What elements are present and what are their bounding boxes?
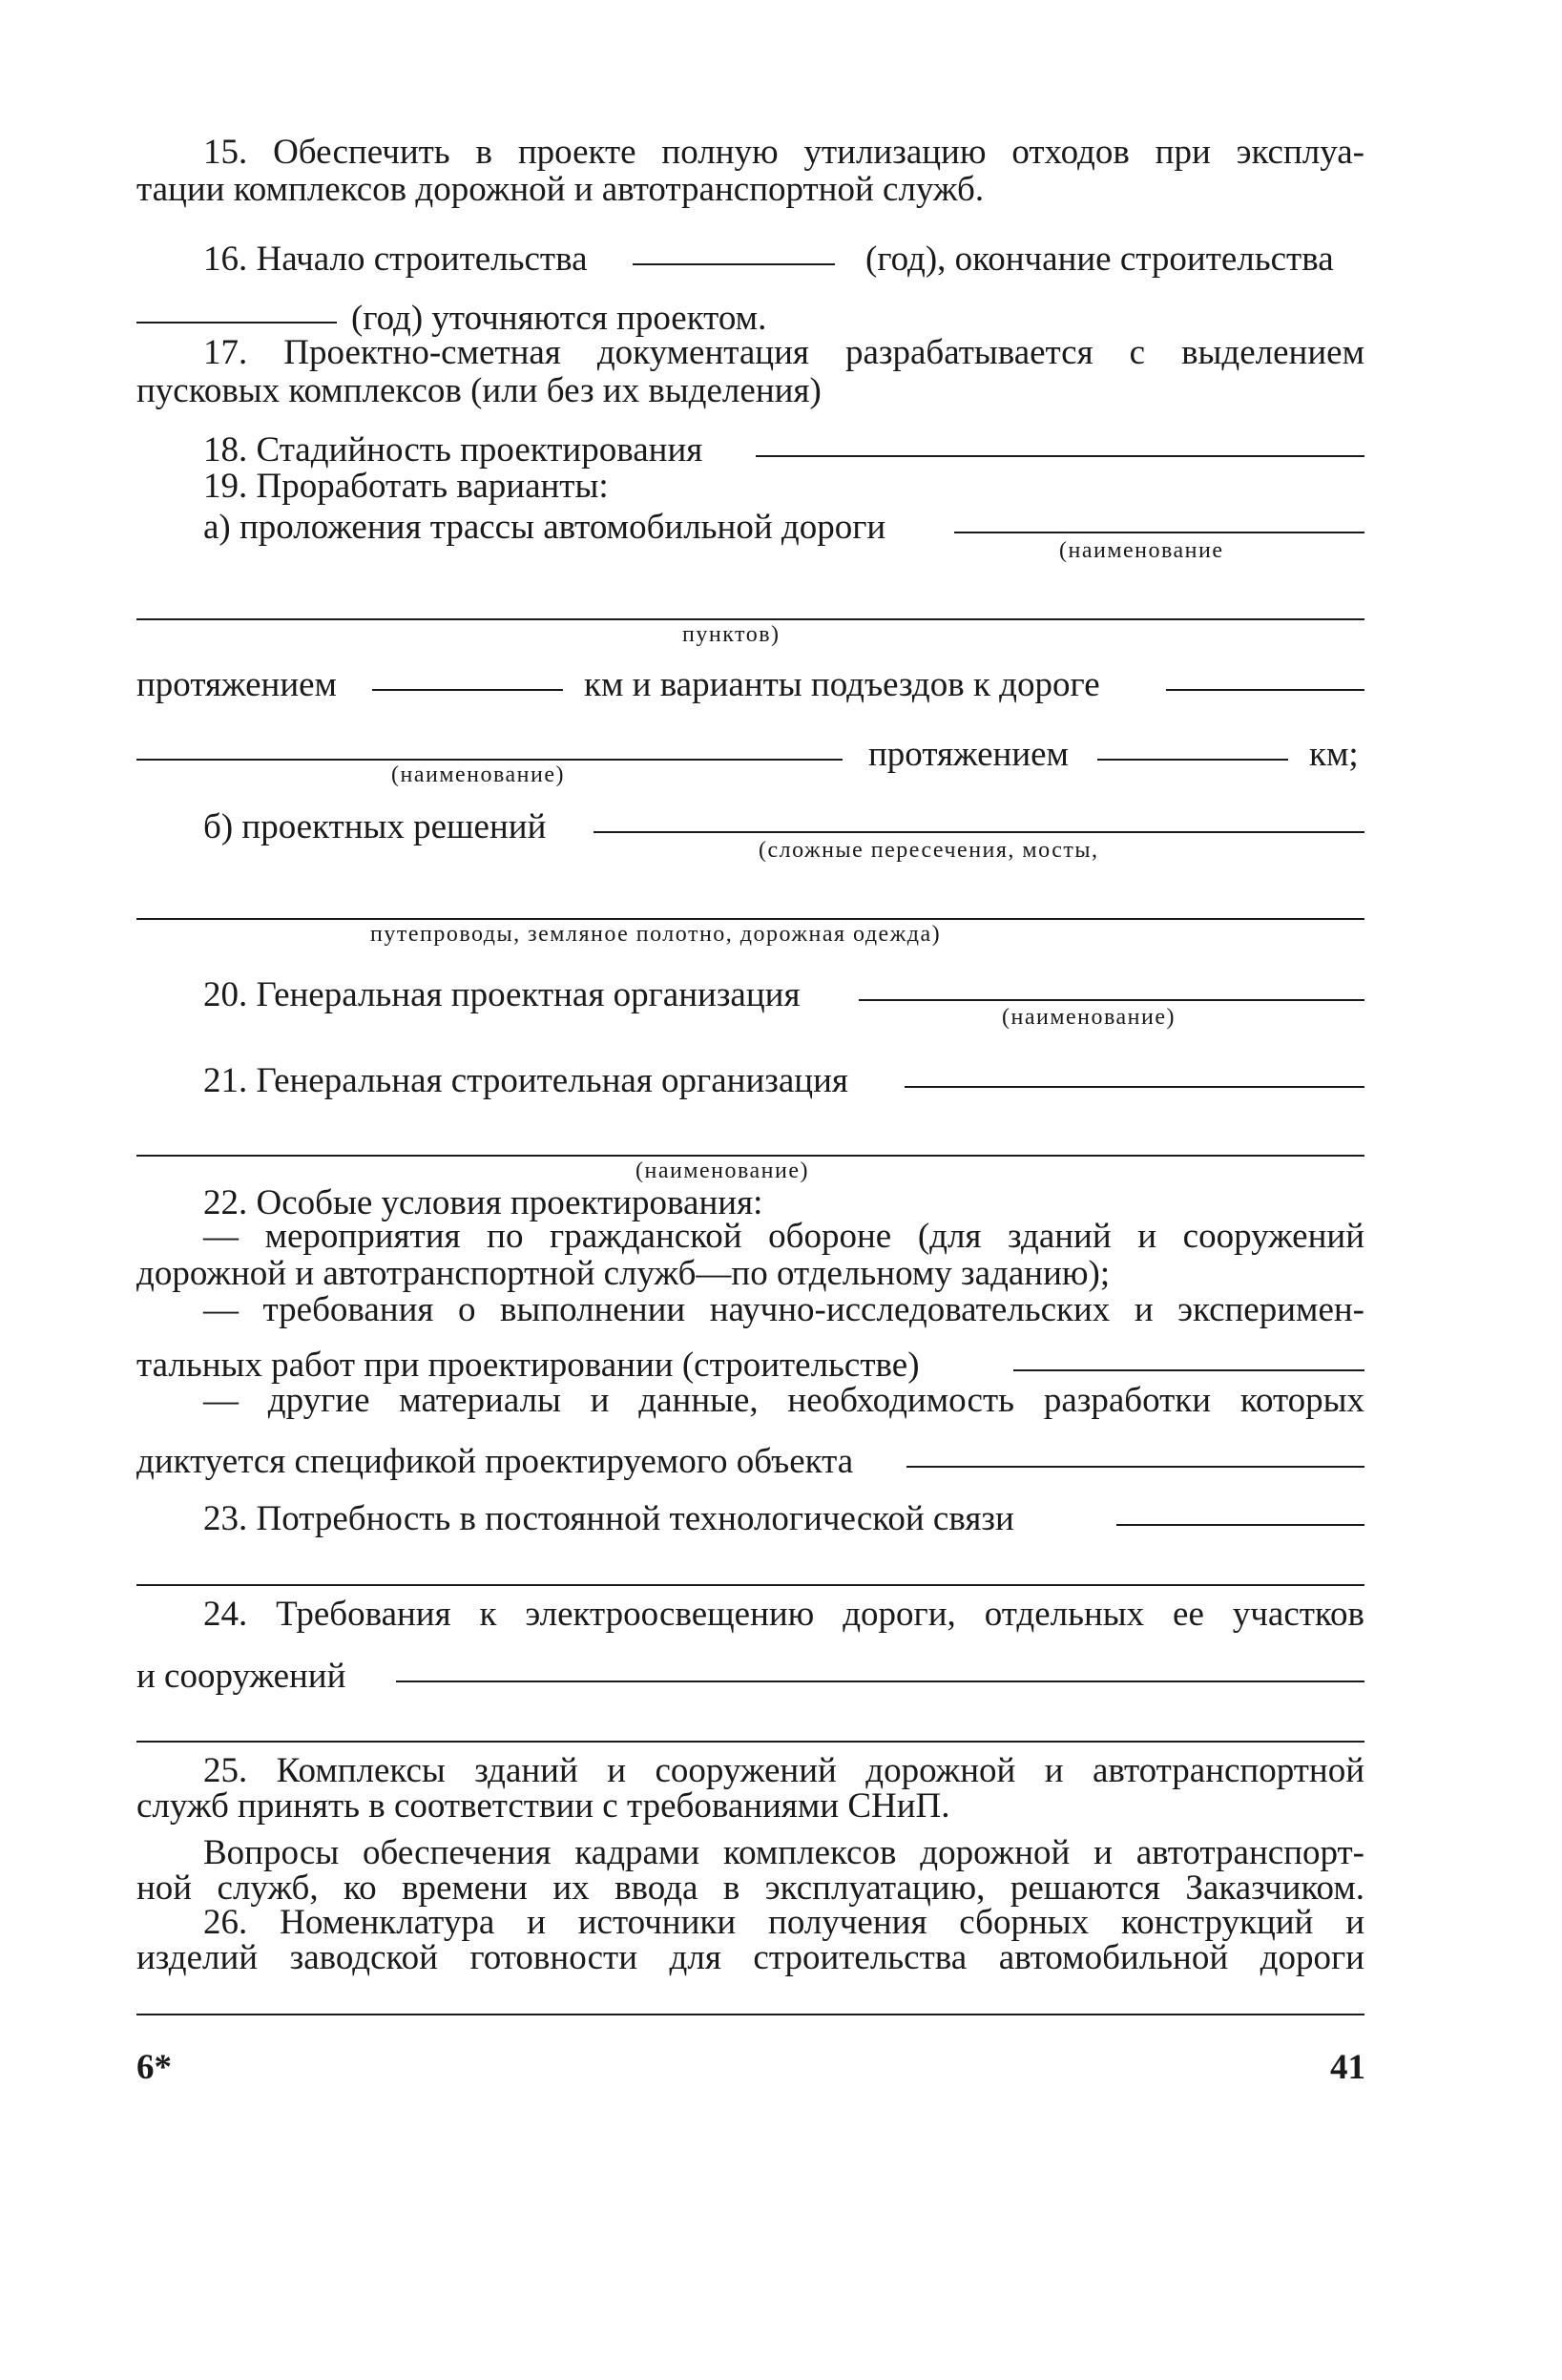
design-solutions-blank[interactable] [594,831,1364,833]
design-solutions-hint-2: путепроводы, земляное полотно, дорожная одежда) [370,922,942,947]
lighting-blank[interactable] [396,1681,1364,1682]
length-label: протяжением [136,665,337,704]
item-20-label: 20. Генеральная проектная организация [203,975,801,1014]
item-22-d2-line2: тальных работ при проектировании (строительстве) [136,1346,920,1385]
tech-communication-blank-2[interactable] [136,1584,1364,1586]
route-length-blank[interactable] [372,689,563,691]
item-22-d2-line1: — требования о выполнении научно-исследовательских и эксперимен- [203,1290,1364,1329]
item-22-label: 22. Особые условия проектирования: [203,1183,763,1222]
item-25-line4: ной служб, ко времени их ввода в эксплуатацию, решаются Заказчиком. [136,1869,1364,1908]
item-19-label: 19. Проработать варианты: [203,467,609,506]
item-21-label: 21. Генеральная строительная организация [203,1061,848,1100]
item-22-d3-line2: диктуется спецификой проектируемого объекта [136,1442,854,1481]
design-org-blank[interactable] [859,999,1364,1001]
lighting-blank-2[interactable] [136,1741,1364,1743]
design-solutions-hint: (сложные пересечения, мосты, [759,838,1099,863]
item-16-mid: (год), окончание строительства [865,240,1334,279]
access-roads-blank[interactable] [1166,689,1364,691]
item-24-line1: 24. Требования к электроосвещению дороги, отдельных ее участков [203,1595,1364,1634]
other-materials-blank[interactable] [906,1466,1364,1468]
route-points-hint: (наименование [1059,538,1224,563]
item-26-line1: 26. Номенклатура и источники получения сборных конструкций и [203,1903,1364,1942]
research-works-blank[interactable] [1013,1369,1364,1371]
tech-communication-blank[interactable] [1116,1524,1364,1526]
item-25-line2: служб принять в соответствии с требованиями СНиП. [136,1786,950,1826]
item-18-label: 18. Стадийность проектирования [203,430,703,470]
km-variants-label: км и варианты подъездов к дороге [584,665,1100,704]
item-17-line2: пусковых комплексов (или без их выделения) [136,371,822,410]
page-number: 41 [1330,2048,1365,2087]
construction-org-hint: (наименование) [635,1159,810,1183]
end-year-blank[interactable] [136,322,337,324]
item-15-line2: тации комплексов дорожной и автотранспортной служб. [136,170,985,209]
km-label: км; [1309,735,1359,774]
signature-mark: 6* [136,2048,172,2087]
item-16-end: (год) уточняются проектом. [351,299,767,338]
item-19b-label: б) проектных решений [203,807,547,846]
length-label-2: протяжением [868,735,1069,774]
item-25-line3: Вопросы обеспечения кадрами комплексов дорожной и автотранспорт- [203,1833,1364,1872]
access-length-blank[interactable] [1097,759,1288,761]
route-points-hint-2: пунктов) [682,622,781,647]
item-26-line2: изделий заводской готовности для строительства автомобильной дороги [136,1938,1364,1977]
design-org-hint: (наименование) [1002,1005,1177,1030]
prefab-sources-blank[interactable] [136,2014,1364,2015]
item-19a-label: а) проложения трассы автомобильной дороги [203,508,886,547]
item-25-line1: 25. Комплексы зданий и сооружений дорожной и автотранспортной [203,1751,1364,1790]
route-points-blank[interactable] [954,532,1364,533]
design-stages-blank[interactable] [756,455,1364,457]
item-23-label: 23. Потребность в постоянной технологической связи [203,1499,1014,1538]
item-22-d3-line1: — другие материалы и данные, необходимость разработки которых [203,1381,1364,1420]
item-22-d1-line2: дорожной и автотранспортной служб—по отдельному заданию); [136,1254,1111,1293]
start-year-blank[interactable] [633,263,835,265]
access-name-hint: (наименование) [391,762,566,787]
construction-org-blank[interactable] [905,1086,1364,1088]
item-16-start: 16. Начало строительства [203,240,588,279]
item-15-line1: 15. Обеспечить в проекте полную утилизацию отходов при эксплуа- [203,133,1364,172]
item-17-line1: 17. Проектно-сметная документация разрабатывается с выделением [203,333,1364,372]
item-24-line2: и сооружений [136,1657,346,1696]
item-22-d1-line1: — мероприятия по гражданской обороне (для зданий и сооружений [203,1217,1364,1256]
